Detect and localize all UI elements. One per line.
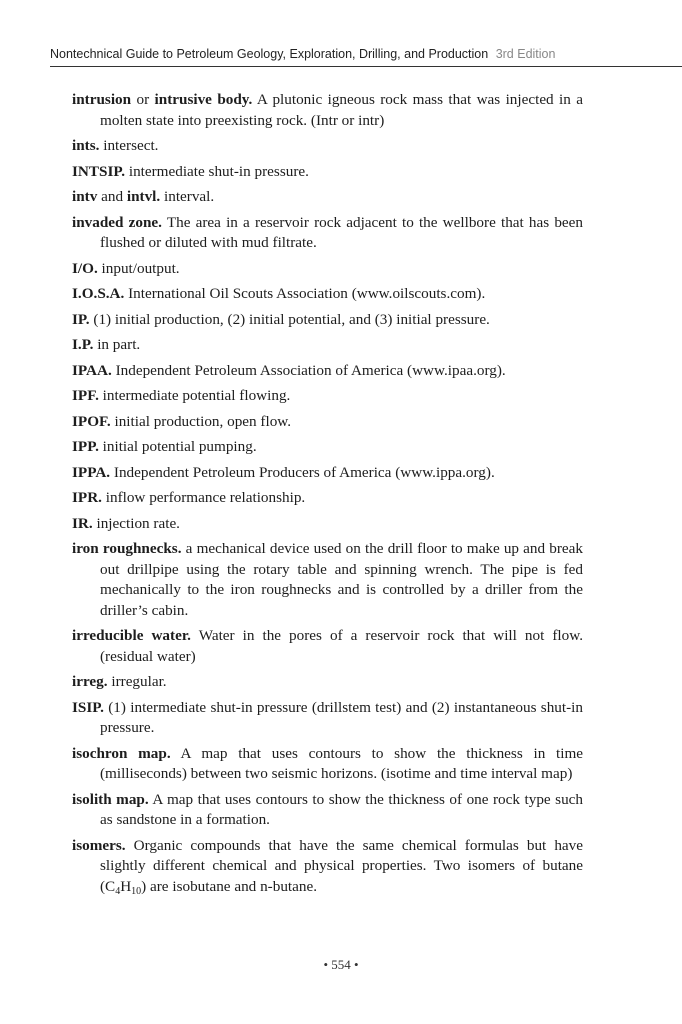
glossary-entry xyxy=(72,744,583,785)
entry-term: IP. xyxy=(72,310,90,328)
entry-definition: inflow performance relationship. xyxy=(101,489,306,506)
edition-label: 3rd Edition xyxy=(495,47,556,61)
glossary-entry xyxy=(72,463,583,484)
entry-term: INTSIP. xyxy=(72,162,126,180)
glossary-entry xyxy=(72,672,583,693)
entry-term: I.O.S.A. xyxy=(72,285,125,302)
glossary-entry xyxy=(72,284,583,305)
glossary-entry xyxy=(72,698,583,739)
glossary-entry xyxy=(72,90,583,131)
entry-definition: a mechanical device used on the drill floor to make up and break out drillpipe using the rotary table and spinning wrench. The pipe is fed mechanically to the iron roughnecks and is controlled by a driller from the driller’s cabin. xyxy=(100,540,583,619)
entry-term: irreg. xyxy=(72,673,108,690)
entry-definition: A map that uses contours to show the thickness of one rock type such as sandstone in a formation. xyxy=(100,790,583,828)
entry-definition: Independent Petroleum Producers of America (www.ippa.org). xyxy=(110,463,495,481)
entry-definition: Organic compounds that have the same chemical formulas but have slightly different chemical and physical properties. Two isomers of butane (C xyxy=(100,836,583,895)
glossary-entry xyxy=(72,412,583,433)
entry-term: invaded zone. xyxy=(72,213,162,231)
entry-connector: and xyxy=(97,188,127,205)
entry-term: irreducible water. xyxy=(72,627,191,644)
glossary-entry xyxy=(72,136,583,157)
entry-definition: A plutonic igneous rock mass that was injected in a molten state into preexisting rock. (Intr or intr) xyxy=(100,91,583,129)
entry-definition: initial potential pumping. xyxy=(98,438,257,455)
glossary-entry xyxy=(72,626,583,667)
entry-term: ints. xyxy=(72,137,100,154)
entry-definition: Water in the pores of a reservoir rock that will not flow. (residual water) xyxy=(100,627,583,665)
glossary-entry xyxy=(72,310,583,331)
entry-term: isolith map. xyxy=(72,790,149,808)
glossary-entry xyxy=(72,514,583,535)
header-rule xyxy=(50,66,682,67)
glossary-entries xyxy=(72,90,583,902)
formula-element: H xyxy=(120,877,132,895)
entry-definition: interval. xyxy=(160,188,215,205)
entry-term: IPR. xyxy=(72,489,102,506)
entry-definition: (1) intermediate shut-in pressure (drillstem test) and (2) instantaneous shut-in pressure. xyxy=(100,698,583,736)
entry-definition: intersect. xyxy=(99,137,159,154)
glossary-entry xyxy=(72,187,583,208)
formula-subscript: 4 xyxy=(115,885,121,897)
entry-definition: Independent Petroleum Association of America (www.ipaa.org). xyxy=(111,361,506,379)
glossary-entry xyxy=(72,836,583,898)
glossary-entry xyxy=(72,213,583,254)
running-header xyxy=(50,47,682,67)
entry-term: IPF. xyxy=(72,387,99,404)
entry-term: I.P. xyxy=(72,336,94,353)
entry-term: I/O. xyxy=(72,259,98,277)
entry-term: IPAA. xyxy=(72,361,112,379)
entry-definition: irregular. xyxy=(107,673,167,690)
book-title: Nontechnical Guide to Petroleum Geology, Exploration, Drilling, and Production xyxy=(50,47,489,61)
glossary-entry xyxy=(72,437,583,458)
glossary-entry xyxy=(72,488,583,509)
entry-term: intv xyxy=(72,188,98,205)
glossary-entry xyxy=(72,335,583,356)
entry-term: iron roughnecks. xyxy=(72,540,182,557)
entry-term: IPPA. xyxy=(72,463,111,481)
entry-definition: intermediate shut-in pressure. xyxy=(125,162,309,180)
entry-term: IPP. xyxy=(72,438,99,455)
entry-definition: (1) initial production, (2) initial potential, and (3) initial pressure. xyxy=(89,310,490,328)
entry-term: IPOF. xyxy=(72,412,111,430)
entry-term: ISIP. xyxy=(72,698,104,716)
entry-definition: A map that uses contours to show the thickness in time (milliseconds) between two seismic horizons. (isotime and time interval map) xyxy=(100,744,583,782)
glossary-entry xyxy=(72,386,583,407)
entry-definition: injection rate. xyxy=(92,514,180,532)
entry-definition: initial production, open flow. xyxy=(110,412,292,430)
page-number: • 554 • xyxy=(323,957,359,972)
entry-definition-tail: ) are isobutane and n-butane. xyxy=(141,877,318,895)
glossary-entry xyxy=(72,361,583,382)
entry-term-alt: intrusive body. xyxy=(154,91,253,108)
glossary-entry xyxy=(72,539,583,621)
entry-definition: The area in a reservoir rock adjacent to the wellbore that has been flushed or diluted with mud filtrate. xyxy=(100,213,583,251)
entry-definition: in part. xyxy=(93,336,141,353)
entry-term-alt: intvl. xyxy=(126,188,161,205)
entry-definition: International Oil Scouts Association (www.oilscouts.com). xyxy=(124,285,486,302)
entry-definition: input/output. xyxy=(97,259,180,277)
glossary-entry xyxy=(72,790,583,831)
formula-subscript: 10 xyxy=(131,885,142,897)
entry-term: isomers. xyxy=(72,836,126,854)
entry-term: isochron map. xyxy=(72,744,171,762)
glossary-entry xyxy=(72,259,583,280)
entry-connector: or xyxy=(131,91,155,108)
entry-term: intrusion xyxy=(72,91,132,108)
entry-term: IR. xyxy=(72,514,93,532)
entry-definition: intermediate potential flowing. xyxy=(98,387,291,404)
glossary-entry xyxy=(72,162,583,183)
